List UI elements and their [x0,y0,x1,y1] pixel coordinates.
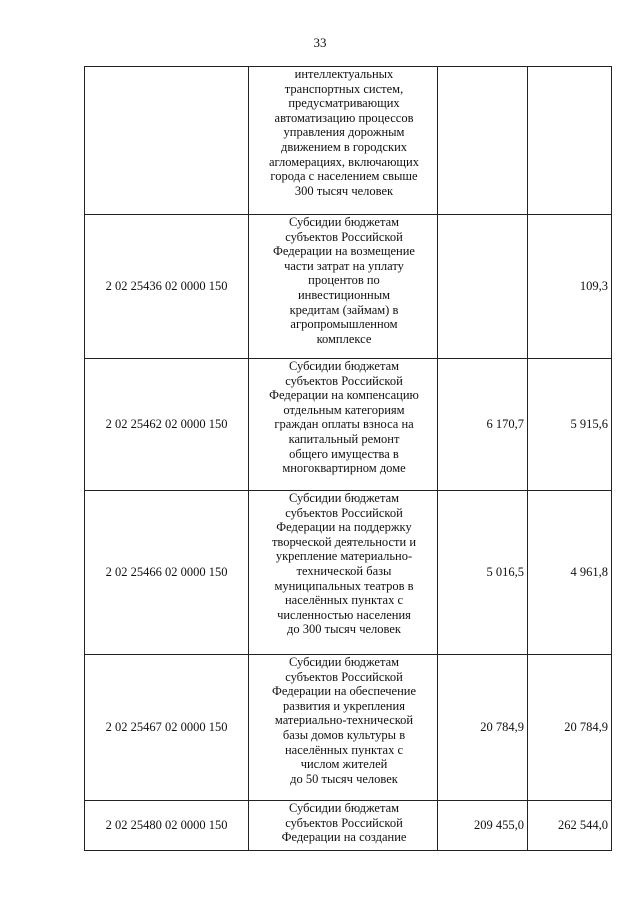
description-cell [249,67,438,215]
description-line: инвестиционным [297,287,391,302]
description-line: части затрат на уплату [284,258,404,273]
description-cell [249,215,438,359]
budget-code-cell: 2 02 25462 02 0000 150 [85,359,249,491]
budget-code-cell: 2 02 25436 02 0000 150 [85,215,249,359]
amount-cell-1: 6 170,7 [438,359,528,491]
description-line: Федерации на создание [281,830,407,845]
description-line: развития и укрепления [283,698,405,713]
description-line: агропромышленном [290,317,398,332]
budget-code-cell: 2 02 25480 02 0000 150 [85,801,249,851]
description-cell [249,801,438,851]
description-line: субъектов Российской [285,229,403,244]
description-line: Субсидии бюджетам [288,359,400,373]
description-line: до 50 тысяч человек [290,771,398,786]
description-line: капитальный ремонт [288,431,400,446]
description-cell [249,359,438,491]
table-row [85,359,612,491]
description-line: укрепление материально- [275,549,413,564]
description-line: управления дорожным [283,125,405,140]
description-line: субъектов Российской [285,669,403,684]
table-row [85,801,612,851]
budget-table [84,66,612,851]
description-line: агломерациях, включающих [269,154,419,169]
amount-cell-2: 109,3 [528,215,612,359]
amount-cell-1 [438,215,528,359]
amount-cell-1 [438,67,528,215]
table-row [85,491,612,655]
description-cell [249,491,438,655]
description-line: движением в городских [280,139,408,154]
description-line: интеллектуальных [294,67,394,81]
description-line: субъектов Российской [285,373,403,388]
description-line: Субсидии бюджетам [288,655,400,669]
amount-cell-2: 262 544,0 [528,801,612,851]
budget-code-cell: 2 02 25467 02 0000 150 [85,655,249,801]
budget-code-cell [85,67,249,215]
description-line: Федерации на обеспечение [271,684,417,699]
budget-code-cell: 2 02 25466 02 0000 150 [85,491,249,655]
description-line: числом жителей [300,757,388,772]
description-line: технической базы [296,563,392,578]
description-line: населённых пунктах с [284,742,404,757]
description-line: процентов по [308,273,380,288]
description-line: субъектов Российской [285,815,403,830]
description-line: Субсидии бюджетам [288,491,400,505]
amount-cell-2: 4 961,8 [528,491,612,655]
description-line: Субсидии бюджетам [288,215,400,229]
description-line: Федерации на компенсацию [269,388,419,403]
description-line: численностью населения [277,607,411,622]
description-cell [249,655,438,801]
amount-cell-2: 20 784,9 [528,655,612,801]
description-line: граждан оплаты взноса на [274,417,414,432]
description-line: предусматривающих [288,96,400,111]
amount-cell-2: 5 915,6 [528,359,612,491]
amount-cell-1: 209 455,0 [438,801,528,851]
description-line: отдельным категориям [283,402,405,417]
description-line: автоматизацию процессов [274,110,414,125]
amount-cell-1: 5 016,5 [438,491,528,655]
description-line: субъектов Российской [285,505,403,520]
description-line: Субсидии бюджетам [288,801,400,815]
description-line: Федерации на поддержку [276,520,412,535]
page-number: 33 [313,35,327,50]
table-row [85,67,612,215]
amount-cell-2 [528,67,612,215]
description-line: творческой деятельности и [271,534,417,549]
amount-cell-1: 20 784,9 [438,655,528,801]
description-line: многоквартирном доме [282,461,406,476]
table-row [85,655,612,801]
description-line: города с населением свыше [270,169,418,184]
description-line: 300 тысяч человек [294,183,394,198]
description-line: муниципальных театров в [274,578,414,593]
description-line: материально-технической [274,713,414,728]
description-line: общего имущества в [289,446,399,461]
description-line: до 300 тысяч человек [287,622,401,637]
description-line: Федерации на возмещение [273,244,415,259]
description-line: базы домов культуры в [282,727,406,742]
description-line: населённых пунктах с [284,593,404,608]
description-line: транспортных систем, [284,81,404,96]
description-line: кредитам (займам) в [289,302,399,317]
description-line: комплексе [316,331,372,346]
table-row [85,215,612,359]
budget-table-body [85,67,612,851]
